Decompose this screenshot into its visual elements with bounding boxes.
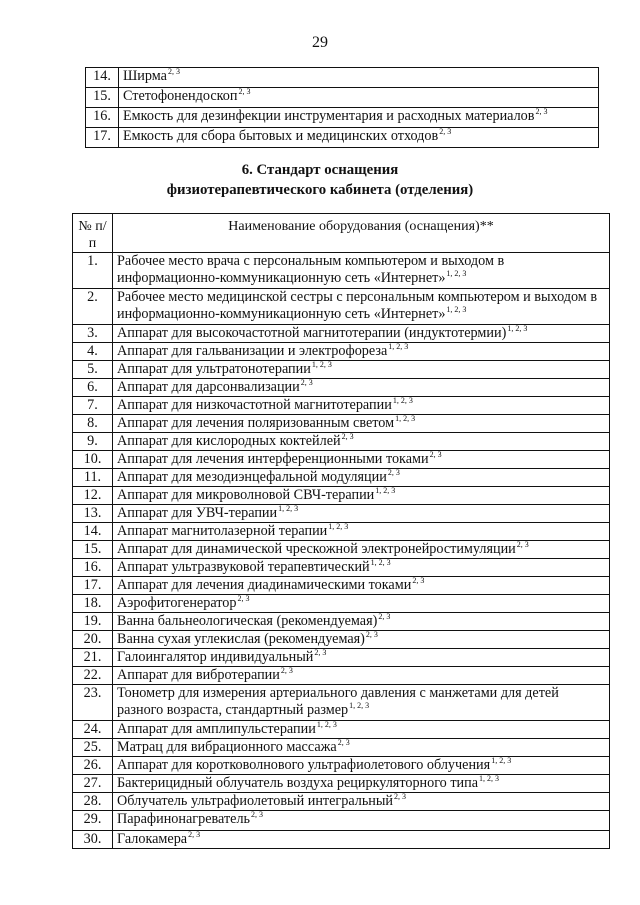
row-number: 4. [73,343,113,361]
footnote-marker: 1, 2, 3 [278,504,299,513]
footnote-marker: 2, 3 [535,107,548,116]
row-number: 15. [73,541,113,559]
table-row [73,397,610,415]
row-number: 19. [73,613,113,631]
footnote-marker: 1, 2, 3 [491,756,512,765]
continued-equipment-table [85,67,599,148]
row-item [119,108,599,128]
table-row [86,88,599,108]
footnote-marker: 1, 2, 3 [311,360,332,369]
row-number: 6. [73,379,113,397]
item-name: Аппарат для УВЧ-терапии [117,505,278,521]
table-row [73,361,610,379]
row-item [113,397,610,415]
row-item [119,68,599,88]
footnote-marker: 2, 3 [365,630,378,639]
item-name: Аппарат для кислородных коктейлей [117,433,341,449]
row-number: 9. [73,433,113,451]
row-number: 30. [73,831,113,849]
item-name: Рабочее место врача с персональным компьютером и выходом в информационно-коммуникационную сеть «Интернет» [117,253,505,286]
row-number: 1. [73,253,113,289]
row-item [113,541,610,559]
item-name: Ширма [123,68,167,84]
row-item [113,433,610,451]
item-name: Емкость для сбора бытовых и медицинских отходов [123,128,439,144]
row-number: 18. [73,595,113,613]
row-item [113,631,610,649]
table-row [73,469,610,487]
row-item [113,793,610,811]
table-row [73,289,610,325]
row-item [119,88,599,108]
row-number: 2. [73,289,113,325]
row-item [113,325,610,343]
row-item [113,487,610,505]
footnote-marker: 1, 2, 3 [507,324,528,333]
table-row [73,343,610,361]
footnote-marker: 2, 3 [341,432,354,441]
table-row [73,325,610,343]
section-title [0,160,640,200]
row-number: 20. [73,631,113,649]
row-item [113,811,610,831]
table-row [73,739,610,757]
section-title-line-1: 6. Стандарт оснащения [241,162,399,178]
table-row [86,128,599,148]
footnote-marker: 1, 2, 3 [395,414,416,423]
item-name: Емкость для дезинфекции инструментария и расходных материалов [123,108,535,124]
table-row [73,541,610,559]
item-name: Ванна сухая углекислая (рекомендуемая) [117,631,365,647]
row-item [113,253,610,289]
table-row [73,811,610,831]
row-item [113,523,610,541]
table-row [73,559,610,577]
row-number: 17. [86,128,119,148]
item-name: Аппарат для динамической чрескожной электронейростимуляции [117,541,516,557]
row-number: 13. [73,505,113,523]
row-item [113,343,610,361]
item-name: Аппарат для дарсонвализации [117,379,300,395]
row-number: 29. [73,811,113,831]
equipment-table [72,213,610,849]
item-name: Аппарат для лечения поляризованным светом [117,415,395,431]
row-item [113,361,610,379]
row-item [113,577,610,595]
footnote-marker: 2, 3 [337,738,350,747]
row-number: 27. [73,775,113,793]
table-row [73,631,610,649]
row-number: 26. [73,757,113,775]
row-number: 11. [73,469,113,487]
row-item [113,505,610,523]
footnote-marker: 1, 2, 3 [375,486,396,495]
table-header-row [73,214,610,253]
footnote-marker: 2, 3 [251,810,263,819]
footnote-marker: 1, 2, 3 [316,720,337,729]
item-name: Аппарат для низкочастотной магнитотерапии [117,397,392,413]
table-row [86,108,599,128]
footnote-marker: 2, 3 [238,87,251,96]
header-number: № п/п [73,214,113,253]
item-name: Аппарат магнитолазерной терапии [117,523,328,539]
footnote-marker: 2, 3 [516,540,529,549]
item-name: Аппарат для амплипульстерапии [117,721,316,737]
row-item [113,685,610,721]
footnote-marker: 2, 3 [314,648,327,657]
row-item [113,469,610,487]
footnote-marker: 1, 2, 3 [392,396,413,405]
table-row [73,757,610,775]
row-item [113,415,610,433]
row-number: 24. [73,721,113,739]
item-name: Аппарат для коротковолнового ультрафиолетового облучения [117,757,491,773]
row-item [113,379,610,397]
row-item [113,451,610,469]
row-item [113,721,610,739]
row-number: 5. [73,361,113,379]
item-name: Галоингалятор индивидуальный [117,649,314,665]
item-name: Бактерицидный облучатель воздуха рециркуляторного типа [117,775,479,791]
table-row [73,649,610,667]
row-number: 14. [86,68,119,88]
item-name: Аппарат для гальванизации и электрофореза [117,343,388,359]
footnote-marker: 2, 3 [378,612,391,621]
item-name: Аппарат для высокочастотной магнитотерапии (индуктотермии) [117,325,507,341]
table-row [73,523,610,541]
footnote-marker: 2, 3 [412,576,425,585]
item-name: Тонометр для измерения артериального давления с манжетами для детей разного возраста, стандартный размер [117,685,559,718]
footnote-marker: 2, 3 [300,378,313,387]
table-row [73,433,610,451]
row-item [113,775,610,793]
header-name: Наименование оборудования (оснащения)** [113,214,610,253]
row-item [113,739,610,757]
section-title-line-2: физиотерапевтического кабинета (отделения) [166,182,474,198]
row-item [113,649,610,667]
row-number: 15. [86,88,119,108]
footnote-marker: 1, 2, 3 [388,342,409,351]
row-item [113,289,610,325]
item-name: Аппарат ультразвуковой терапевтический [117,559,370,575]
footnote-marker: 2, 3 [188,830,201,839]
footnote-marker: 2, 3 [167,67,180,76]
page-number: 29 [312,34,328,51]
footnote-marker: 1, 2, 3 [328,522,349,531]
table-row [86,68,599,88]
item-name: Стетофонендоскоп [123,88,238,104]
table-row [73,667,610,685]
table-row [73,451,610,469]
row-item [119,128,599,148]
footnote-marker: 1, 2, 3 [479,774,500,783]
table-row [73,487,610,505]
row-item [113,559,610,577]
row-item [113,757,610,775]
table-row [73,505,610,523]
table-row [73,775,610,793]
row-item [113,667,610,685]
table-row [73,721,610,739]
row-number: 22. [73,667,113,685]
item-name: Парафинонагреватель [117,811,250,827]
item-name: Галокамера [117,831,188,847]
item-name: Аэрофитогенератор [117,595,237,611]
footnote-marker: 2, 3 [439,127,452,136]
item-name: Аппарат для лечения интерференционными токами [117,451,429,467]
row-number: 21. [73,649,113,667]
footnote-marker: 1, 2, 3 [349,701,370,710]
footnote-marker: 2, 3 [394,792,407,801]
footnote-marker: 2, 3 [387,468,400,477]
item-name: Матрац для вибрационного массажа [117,739,337,755]
item-name: Аппарат для ультратонотерапии [117,361,311,377]
footnote-marker: 1, 2, 3 [446,305,467,314]
table-row [73,793,610,811]
row-number: 14. [73,523,113,541]
row-number: 12. [73,487,113,505]
footnote-marker: 1, 2, 3 [370,558,391,567]
footnote-marker: 2, 3 [237,594,250,603]
footnote-marker: 2, 3 [280,666,293,675]
row-number: 25. [73,739,113,757]
footnote-marker: 1, 2, 3 [446,269,467,278]
row-number: 28. [73,793,113,811]
table-row [73,577,610,595]
footnote-marker: 2, 3 [429,450,442,459]
table-row [73,415,610,433]
row-number: 10. [73,451,113,469]
row-number: 16. [73,559,113,577]
table-row [73,613,610,631]
table-row [73,253,610,289]
table-row [73,831,610,849]
row-number: 7. [73,397,113,415]
item-name: Аппарат для мезодиэнцефальной модуляции [117,469,387,485]
table-row [73,685,610,721]
row-number: 23. [73,685,113,721]
item-name: Ванна бальнеологическая (рекомендуемая) [117,613,378,629]
row-item [113,831,610,849]
row-number: 16. [86,108,119,128]
item-name: Аппарат для микроволновой СВЧ-терапии [117,487,375,503]
item-name: Облучатель ультрафиолетовый интегральный [117,793,394,809]
row-number: 8. [73,415,113,433]
item-name: Рабочее место медицинской сестры с персональным компьютером и выходом в информационно-коммуникационную сеть «Интернет» [117,289,598,322]
row-item [113,595,610,613]
row-number: 17. [73,577,113,595]
item-name: Аппарат для вибротерапии [117,667,280,683]
item-name: Аппарат для лечения диадинамическими токами [117,577,412,593]
table-row [73,379,610,397]
row-item [113,613,610,631]
row-number: 3. [73,325,113,343]
table-row [73,595,610,613]
